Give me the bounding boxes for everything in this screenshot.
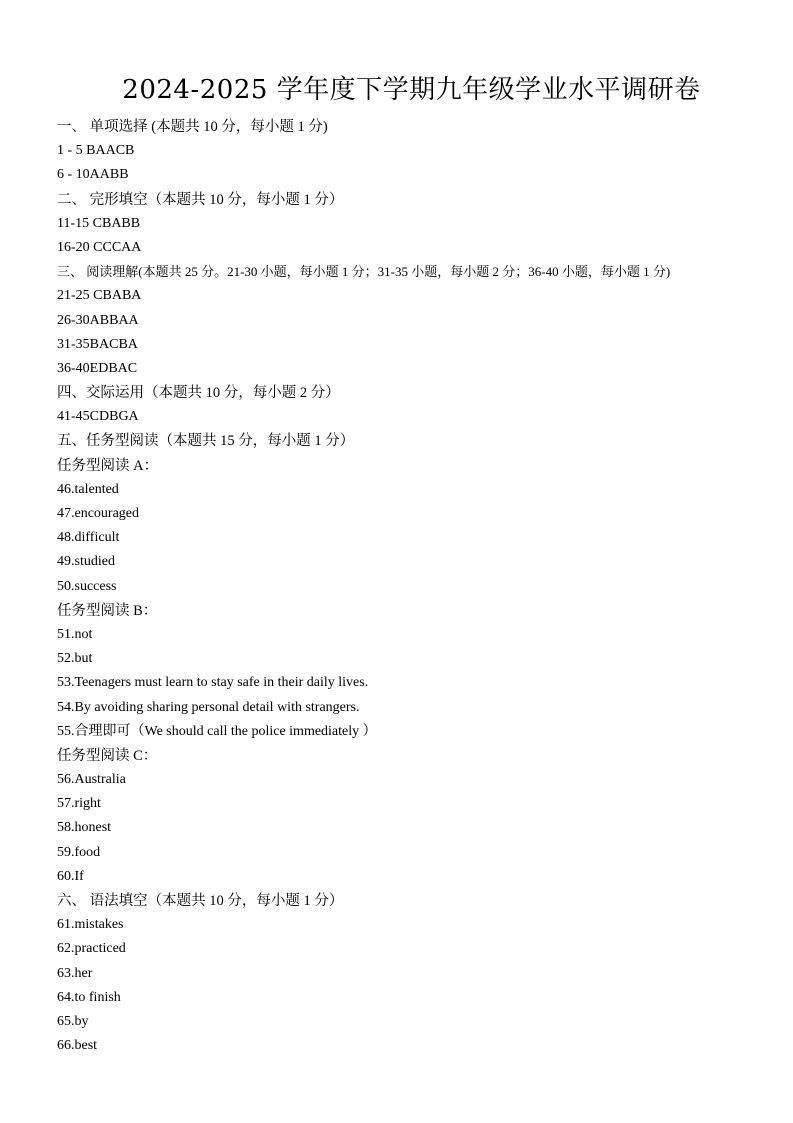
answer-48: 48.difficult (57, 530, 120, 546)
answer-line-1-5: 1 - 5 BAACB (57, 143, 135, 159)
answer-line-16-20: 16-20 CCCAA (57, 239, 142, 255)
answer-51: 51.not (57, 626, 93, 642)
answer-52: 52.but (57, 651, 93, 667)
section-5-heading: 五、任务型阅读（本题共 15 分，每小题 1 分） (57, 433, 355, 450)
section-2-heading: 二、 完形填空（本题共 10 分，每小题 1 分） (57, 191, 344, 208)
section-6-heading: 六、 语法填空（本题共 10 分，每小题 1 分） (57, 893, 344, 909)
answer-60: 60.If (57, 868, 84, 884)
answer-46: 46.talented (57, 481, 119, 497)
answer-line-21-25: 21-25 CBABA (57, 288, 142, 304)
answer-47: 47.encouraged (57, 506, 140, 521)
task-reading-c-heading: 任务型阅读 C： (57, 747, 158, 764)
task-reading-b-heading: 任务型阅读 B： (57, 602, 158, 619)
answer-54: 54.By avoiding sharing personal detail with strangers. (57, 699, 360, 715)
answer-63: 63.her (57, 965, 93, 981)
answer-65: 65.by (57, 1013, 89, 1029)
task-reading-a-heading: 任务型阅读 A： (57, 457, 159, 474)
answer-line-6-10: 6 - 10AABB (57, 167, 129, 183)
answer-line-36-40: 36-40EDBAC (57, 360, 138, 376)
answer-55: 55.合理即可（We should call the police immediately ） (57, 723, 377, 739)
answer-61: 61.mistakes (57, 917, 124, 933)
section-4-heading: 四、交际运用（本题共 10 分，每小题 2 分） (57, 385, 340, 402)
answer-50: 50.success (57, 578, 117, 594)
answer-53: 53.Teenagers must learn to stay safe in their daily lives. (57, 675, 369, 691)
answer-list (57, 115, 757, 1058)
answer-57: 57.right (57, 796, 101, 812)
answer-59: 59.food (57, 844, 101, 860)
answer-line-31-35: 31-35BACBA (57, 336, 138, 352)
answer-62: 62.practiced (57, 941, 126, 957)
answer-line-11-15: 11-15 CBABB (57, 215, 141, 231)
answer-49: 49.studied (57, 554, 115, 570)
answer-line-26-30: 26-30ABBAA (57, 312, 139, 328)
section-1-heading: 一、 单项选择 (本题共 10 分，每小题 1 分) (57, 119, 328, 135)
answer-58: 58.honest (57, 820, 112, 836)
section-3-heading-text: 三、 阅读理解(本题共 25 分。21-30 小题，每小题 1 分；31-35 小题，每小题 2 分；36-40 小题，每小题 1 分) (57, 264, 671, 280)
section-3-heading (57, 260, 757, 284)
page-title: 2024-2025 学年度下学期九年级学业水平调研卷 (122, 75, 701, 105)
answer-66: 66.best (57, 1038, 98, 1054)
answer-64: 64.to finish (57, 989, 121, 1005)
answer-56: 56.Australia (57, 772, 126, 788)
answer-line-41-45: 41-45CDBGA (57, 409, 139, 425)
